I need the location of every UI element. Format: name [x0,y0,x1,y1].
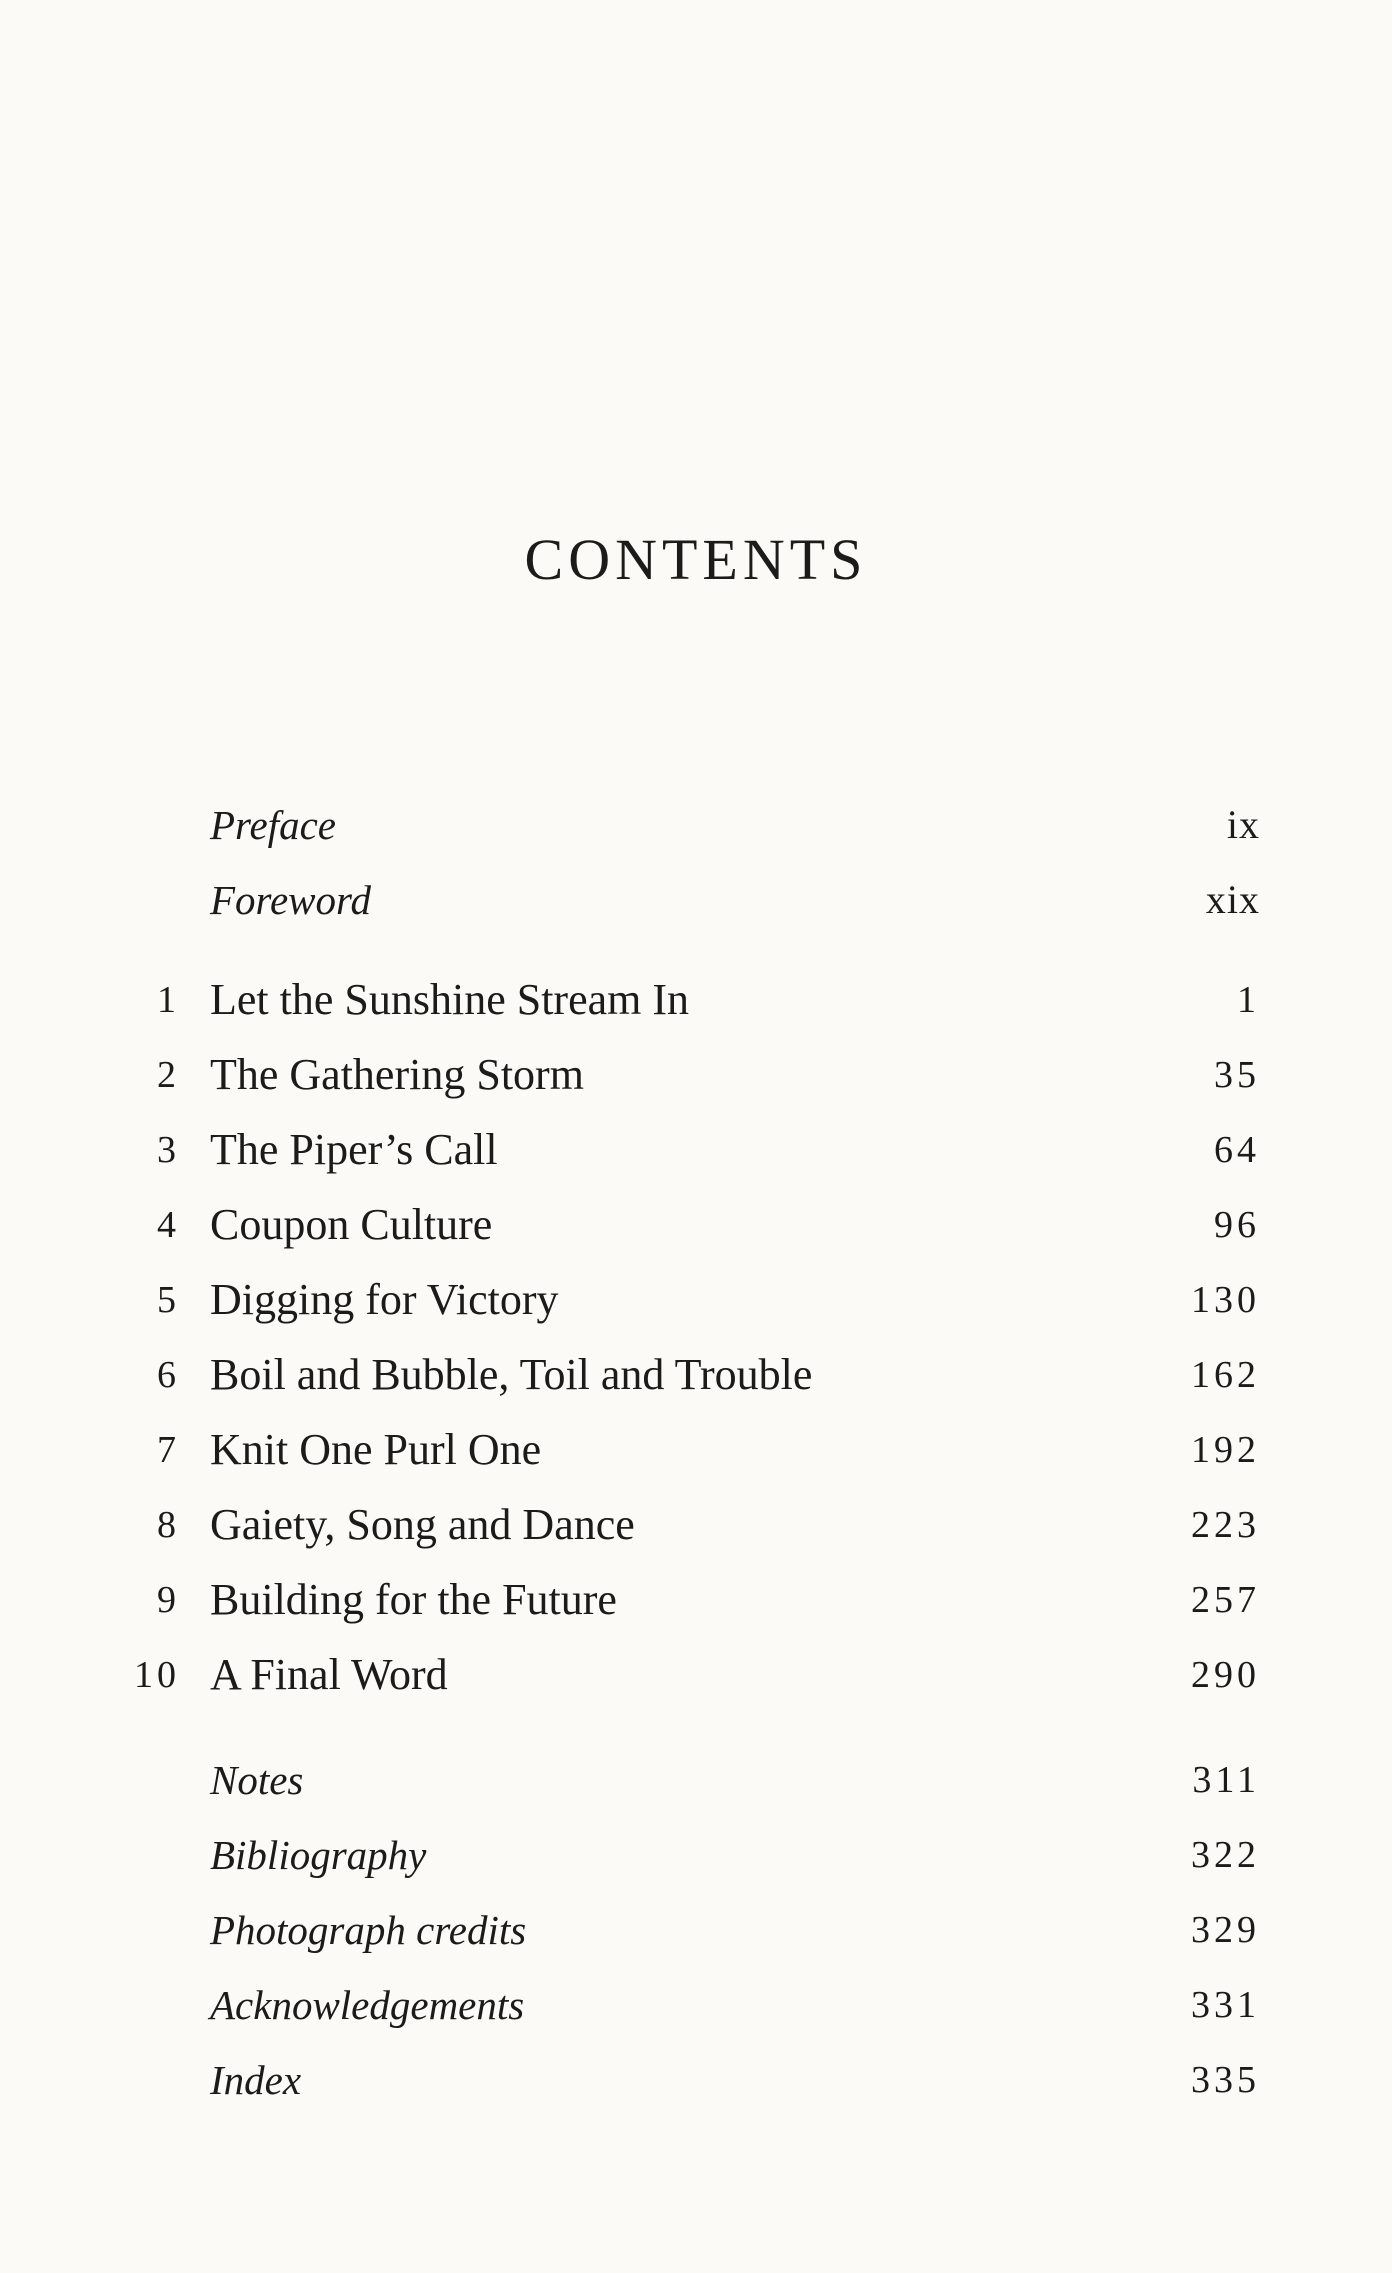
toc-entry-chapter-8[interactable] [0,1495,1392,1555]
entry-page-number: ix [1226,802,1260,847]
entry-title: The Piper’s Call [210,1125,498,1174]
entry-title: Notes [210,1757,304,1803]
entry-title: Index [210,2057,302,2103]
toc-entry-notes[interactable] [0,1750,1392,1810]
entry-title: Boil and Bubble, Toil and Trouble [210,1350,813,1399]
toc-entry-preface[interactable] [0,795,1392,855]
entry-title: Acknowledgements [210,1982,525,2028]
entry-title: Preface [210,802,336,848]
toc-entry-chapter-5[interactable] [0,1270,1392,1330]
entry-title: Digging for Victory [210,1275,559,1324]
toc-entry-chapter-4[interactable] [0,1195,1392,1255]
toc-entry-bibliography[interactable] [0,1825,1392,1885]
toc-entry-chapter-1[interactable] [0,970,1392,1030]
chapter-number: 7 [157,1429,180,1471]
entry-title: Gaiety, Song and Dance [210,1500,635,1549]
toc-entry-acknowledgements[interactable] [0,1975,1392,2035]
entry-page-number: 96 [1214,1204,1260,1246]
chapter-number: 5 [157,1279,180,1321]
entry-title: Foreword [210,877,371,923]
entry-page-number: 35 [1214,1054,1260,1096]
toc-entry-chapter-7[interactable] [0,1420,1392,1480]
entry-page-number: 290 [1191,1654,1260,1696]
chapter-number: 2 [157,1054,180,1096]
entry-title: Knit One Purl One [210,1425,542,1474]
toc-entry-chapter-3[interactable] [0,1120,1392,1180]
toc-entry-chapter-2[interactable] [0,1045,1392,1105]
chapter-number: 3 [157,1129,180,1171]
entry-page-number: 192 [1191,1429,1260,1471]
entry-title: Let the Sunshine Stream In [210,975,690,1024]
chapter-number: 10 [134,1654,180,1696]
entry-page-number: 223 [1191,1504,1260,1546]
entry-page-number: 322 [1191,1834,1260,1876]
toc-entry-photograph-credits[interactable] [0,1900,1392,1960]
entry-title: Photograph credits [210,1907,527,1953]
chapter-number: 4 [157,1204,180,1246]
toc-entry-chapter-6[interactable] [0,1345,1392,1405]
entry-page-number: xix [1205,877,1260,922]
chapter-number: 6 [157,1354,180,1396]
page-title: CONTENTS [524,527,868,592]
entry-title: Coupon Culture [210,1200,493,1249]
toc-entry-foreword[interactable] [0,870,1392,930]
toc-entry-index[interactable] [0,2050,1392,2110]
entry-page-number: 311 [1192,1759,1260,1801]
entry-title: A Final Word [210,1650,448,1699]
entry-title: The Gathering Storm [210,1050,584,1099]
toc-entry-chapter-10[interactable] [0,1645,1392,1705]
entry-page-number: 130 [1191,1279,1260,1321]
entry-page-number: 1 [1237,979,1260,1021]
entry-page-number: 257 [1191,1579,1260,1621]
entry-page-number: 335 [1191,2059,1260,2101]
entry-page-number: 64 [1214,1129,1260,1171]
entry-title: Bibliography [210,1832,427,1878]
chapter-number: 1 [157,979,180,1021]
entry-page-number: 162 [1191,1354,1260,1396]
chapter-number: 9 [157,1579,180,1621]
entry-page-number: 329 [1191,1909,1260,1951]
entry-page-number: 331 [1191,1984,1260,2026]
entry-title: Building for the Future [210,1575,617,1624]
chapter-number: 8 [157,1504,180,1546]
toc-entry-chapter-9[interactable] [0,1570,1392,1630]
